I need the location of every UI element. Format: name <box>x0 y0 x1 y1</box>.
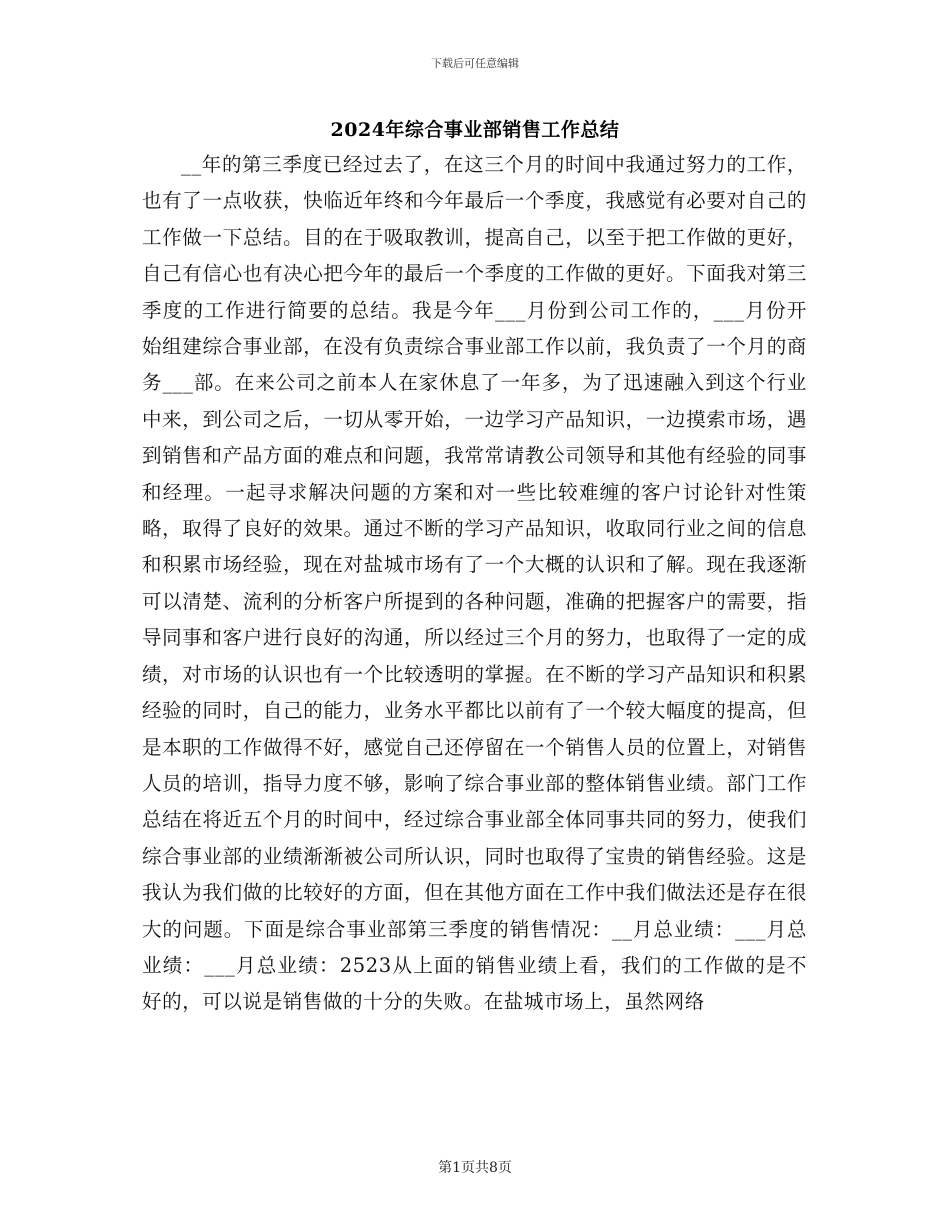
document-title: 2024年综合事业部销售工作总结 <box>330 119 620 141</box>
page-number-indicator: 第1页共8页 <box>438 1160 512 1176</box>
page-header-note: 下载后可任意编辑 <box>431 57 519 70</box>
document-body-paragraph: __年的第三季度已经过去了，在这三个月的时间中我通过努力的工作，也有了一点收获，快临近年终和今年最后一个季度，我感觉有必要对自己的工作做一下总结。目的在于吸取教训，提高自己，以至于把工作做的更好，自己有信心也有决心把今年的最后一个季度的工作做的更好。下面我对第三季度的工作进行简要的总结。我是今年___月份到公司工作的，___月份开始组建综合事业部，在没有负责综合事业部工作以前，我负责了一个月的商务___部。在来公司之前本人在家休息了一年多，为了迅速融入到这个行业中来，到公司之后，一切从零开始，一边学习产品知识，一边摸索市场，遇到销售和产品方面的难点和问题，我常常请教公司领导和其他有经验的同事和经理。一起寻求解决问题的方案和对一些比较难缠的客户讨论针对性策略，取得了良好的效果。通过不断的学习产品知识，收取同行业之间的信息和积累市场经验，现在对盐城市场有了一个大概的认识和了解。现在我逐渐可以清楚、流利的分析客户所提到的各种问题，准确的把握客户的需要，指导同事和客户进行良好的沟通，所以经过三个月的努力，也取得了一定的成绩，对市场的认识也有一个比较透明的掌握。在不断的学习产品知识和积累经验的同时，自己的能力，业务水平都比以前有了一个较大幅度的提高，但是本职的工作做得不好，感觉自己还停留在一个销售人员的位置上，对销售人员的培训，指导力度不够，影响了综合事业部的整体销售业绩。部门工作总结在将近五个月的时间中，经过综合事业部全体同事共同的努力，使我们综合事业部的业绩渐渐被公司所认识，同时也取得了宝贵的销售经验。这是我认为我们做的比较好的方面，但在其他方面在工作中我们做法还是存在很大的问题。下面是综合事业部第三季度的销售情况：__月总业绩：___月总业绩：___月总业绩：2523从上面的销售业绩上看，我们的工作做的是不好的，可以说是销售做的十分的失败。在盐城市场上，虽然网络 <box>142 153 807 1014</box>
